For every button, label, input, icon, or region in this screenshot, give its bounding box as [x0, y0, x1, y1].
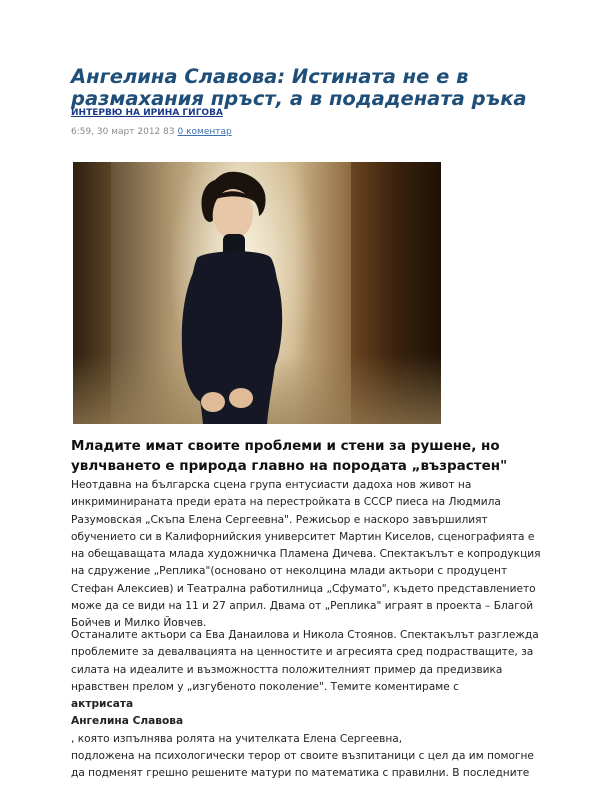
- paragraph-text: нравствен прелом у „изгубеното поколение". Темите коментираме с: [71, 680, 459, 693]
- paragraph-line: инкриминираната преди ерата на перестройката в СССР пиеса на Людмила: [71, 496, 501, 509]
- subheading-line: увлчването е природа главно на породата „възрастен": [71, 458, 508, 474]
- portrait-figure: [73, 162, 441, 424]
- article-meta: [71, 127, 232, 137]
- paragraph-line: подложена на психологически терор от своите възпитаници с цел да им помогне: [71, 750, 534, 763]
- paragraph-line: обучението си в Калифорнийския университет Мартин Киселов, сценографията е: [71, 530, 535, 543]
- view-count: 83: [163, 127, 175, 137]
- article-subheading: [71, 436, 531, 476]
- comments-label: коментар: [186, 127, 232, 137]
- byline-link[interactable]: ИНТЕРВЮ НА ИРИНА ГИГОВА: [71, 108, 223, 118]
- article-title-line: Ангелина Славова: Истината не е в: [71, 65, 469, 88]
- paragraph-line: Останалите актьори са Ева Данаилова и Никола Стоянов. Спектакълът разглежда: [71, 629, 539, 641]
- paragraph-line: Разумовская „Скъпа Елена Сергеевна". Режисьор е наскоро завършилият: [71, 513, 488, 526]
- paragraph-line: [71, 713, 541, 748]
- paragraph-line: Стефан Алексиев) и Театрална работилница „Сфумато", където представлението: [71, 582, 536, 595]
- publish-time: 6:59, 30 март 2012: [71, 127, 161, 137]
- paragraph-line: силата на идеалите и възможността положителният пример да предизвика: [71, 663, 503, 676]
- paragraph-line: на сдружение „Реплика"(основано от неколцина млади актьори с продуцент: [71, 565, 508, 578]
- article-title: [71, 66, 571, 110]
- paragraph-line: може да се види на 11 и 27 април. Двама от „Реплика" играят в проекта – Благой: [71, 600, 534, 613]
- subheading-line: Младите имат своите проблеми и стени за рушене, но: [71, 438, 500, 454]
- paragraph-line: проблемите за девалвацията на ценностите и агресията сред подрастващите, за: [71, 646, 534, 659]
- paragraph-line: Неотдавна на българска сцена група ентусиасти дадоха нов живот на: [71, 479, 472, 491]
- paragraph-line: на обещаващата млада художничка Пламена Дичева. Спектакълът е копродукция: [71, 548, 541, 561]
- comments-count: 0: [177, 127, 184, 137]
- article-paragraph-1: [71, 477, 541, 633]
- bold-name: актрисата: [71, 698, 134, 711]
- comments-link[interactable]: [177, 127, 231, 137]
- article-photo: [73, 162, 441, 424]
- article-paragraph-2: [71, 627, 541, 783]
- paragraph-line: Бойчев и Милко Йовчев.: [71, 617, 207, 630]
- paragraph-line: да подменят грешно решените матури по математика с правилни. В последните: [71, 767, 530, 780]
- paragraph-line: [71, 679, 541, 714]
- bold-name: Ангелина Славова: [71, 715, 184, 728]
- paragraph-text: , която изпълнява ролята на учителката Елена Сергеевна,: [71, 732, 403, 745]
- article-title-line: размахания пръст, а в подадената ръка: [71, 87, 527, 110]
